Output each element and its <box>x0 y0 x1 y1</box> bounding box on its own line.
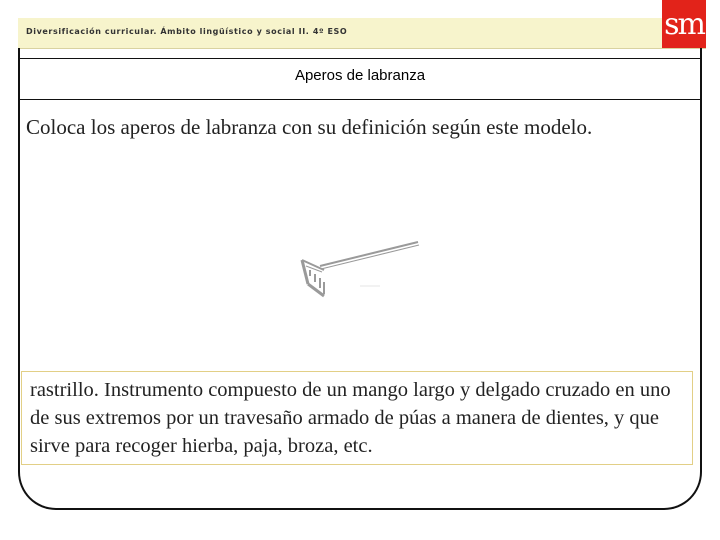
page-title: Aperos de labranza <box>294 67 426 84</box>
definition-text <box>30 376 686 460</box>
definition-term: rastrillo <box>30 379 94 401</box>
sm-logo: sm <box>662 0 706 48</box>
title-bar <box>18 58 702 100</box>
definition-box[interactable] <box>21 371 693 465</box>
rake-icon[interactable] <box>290 236 430 300</box>
instruction-text: Coloca los aperos de labranza con su definición según este modelo. <box>26 115 593 139</box>
definition-body: . Instrumento compuesto de un mango largo y delgado cruzado en uno de sus extremos por un travesaño armado de púas a manera de dientes, y que sirve para recoger hierba, paja, broza, etc. <box>30 379 671 457</box>
header-subtitle: Diversificación curricular. Ámbito lingüístico y social II. 4º ESO <box>26 27 348 36</box>
header-bar <box>18 18 706 49</box>
